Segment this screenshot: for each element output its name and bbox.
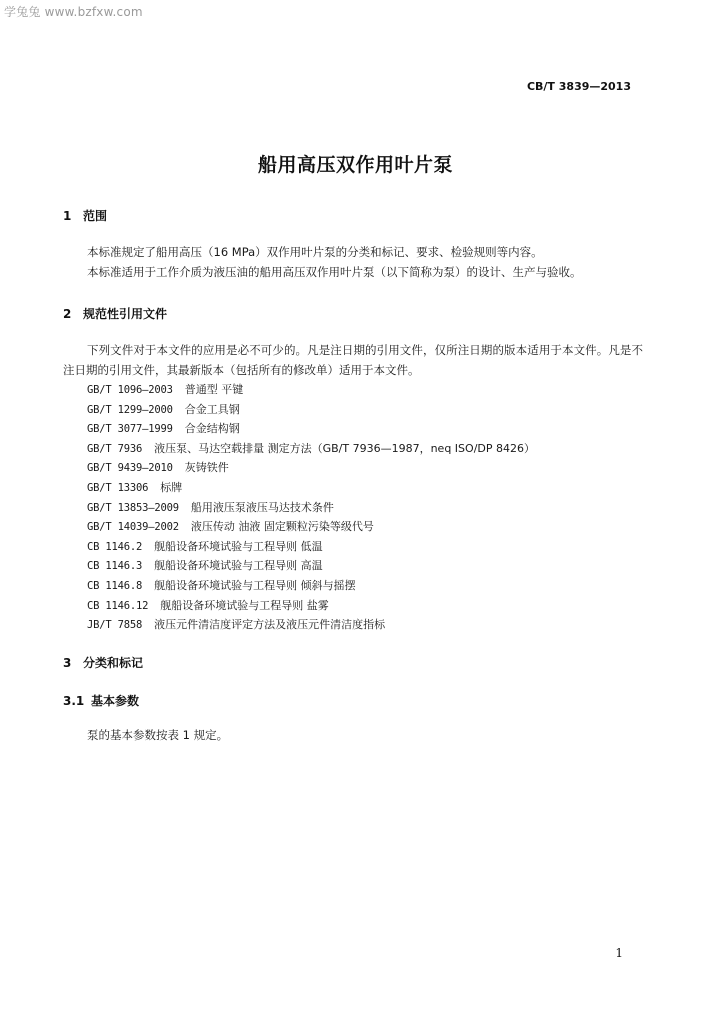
section-number: 1 <box>63 209 72 223</box>
document-title: 船用高压双作用叶片泵 <box>257 154 453 176</box>
standard-code: CB/T 3839—2013 <box>526 80 631 93</box>
reference-item <box>63 419 643 439</box>
reference-item <box>63 458 643 478</box>
reference-code: CB 1146.8 <box>87 579 143 592</box>
reference-item <box>63 615 643 635</box>
section-number: 2 <box>63 307 72 321</box>
reference-item <box>63 439 643 459</box>
subsection-heading-basic-parameters <box>63 691 643 711</box>
reference-item <box>63 400 643 420</box>
reference-list <box>63 380 643 635</box>
reference-code: GB/T 1299—2000 <box>87 403 173 416</box>
scope-paragraph-2: 本标准适用于工作介质为液压油的船用高压双作用叶片泵（以下简称为泵）的设计、生产与验收。 <box>87 265 582 279</box>
reference-title: 液压传动 油液 固定颗粒污染等级代号 <box>190 520 374 534</box>
document-body <box>63 206 643 745</box>
reference-title: 船用液压泵液压马达技术条件 <box>190 500 334 514</box>
reference-title: 舰船设备环境试验与工程导则 倾斜与摇摆 <box>154 578 356 592</box>
reference-title: 舰船设备环境试验与工程导则 盐雾 <box>160 598 329 612</box>
reference-item <box>63 380 643 400</box>
page-number: 1 <box>615 946 623 960</box>
reference-item <box>63 537 643 557</box>
reference-title: 舰船设备环境试验与工程导则 低温 <box>154 539 323 553</box>
section-title: 基本参数 <box>91 693 140 708</box>
section-number: 3 <box>63 655 72 670</box>
reference-code: GB/T 3077—1999 <box>87 423 173 436</box>
section-title: 范围 <box>83 209 108 223</box>
reference-code: GB/T 13853—2009 <box>87 501 179 514</box>
reference-title: 标牌 <box>160 480 183 494</box>
reference-title: 普通型 平键 <box>184 383 244 396</box>
section-title: 分类和标记 <box>83 655 144 670</box>
reference-item <box>63 517 643 537</box>
reference-item <box>63 596 643 616</box>
reference-item <box>63 478 643 498</box>
reference-code: GB/T 1096—2003 <box>87 384 173 396</box>
reference-code: CB 1146.3 <box>87 560 143 573</box>
scope-paragraph-1: 本标准规定了船用高压（16 MPa）双作用叶片泵的分类和标记、要求、检验规则等内容。 <box>87 245 543 259</box>
section-heading-classification <box>63 653 643 673</box>
basic-parameters-paragraph: 泵的基本参数按表 1 规定。 <box>87 727 229 742</box>
reference-title: 液压泵、马达空载排量 测定方法（GB/T 7936—1987，neq ISO/DP 8426） <box>154 441 535 455</box>
reference-title: 合金工具钢 <box>184 402 240 416</box>
reference-title: 液压元件清洁度评定方法及液压元件清洁度指标 <box>154 618 386 632</box>
watermark-text: 学兔兔 www.bzfxw.com <box>4 5 143 19</box>
reference-code: GB/T 14039—2002 <box>87 521 179 534</box>
reference-code: GB/T 9439—2010 <box>87 462 173 475</box>
reference-code: CB 1146.12 <box>87 599 149 612</box>
reference-item <box>63 576 643 596</box>
section-heading-references <box>63 304 643 324</box>
section-heading-scope <box>63 206 643 226</box>
section-title: 规范性引用文件 <box>83 307 168 321</box>
reference-title: 灰铸铁件 <box>184 461 229 475</box>
section-number: 3.1 <box>63 693 85 708</box>
reference-code: JB/T 7858 <box>87 619 143 632</box>
reference-item <box>63 498 643 518</box>
reference-code: GB/T 7936 <box>87 442 143 455</box>
reference-title: 合金结构钢 <box>184 422 240 436</box>
reference-code: CB 1146.2 <box>87 540 143 553</box>
reference-title: 舰船设备环境试验与工程导则 高温 <box>154 559 323 573</box>
reference-code: GB/T 13306 <box>87 481 149 494</box>
references-intro: 下列文件对于本文件的应用是必不可少的。凡是注日期的引用文件，仅所注日期的版本适用于本文件。凡是不注日期的引用文件，其最新版本（包括所有的修改单）适用于本文件。 <box>63 343 643 377</box>
reference-item <box>63 556 643 576</box>
